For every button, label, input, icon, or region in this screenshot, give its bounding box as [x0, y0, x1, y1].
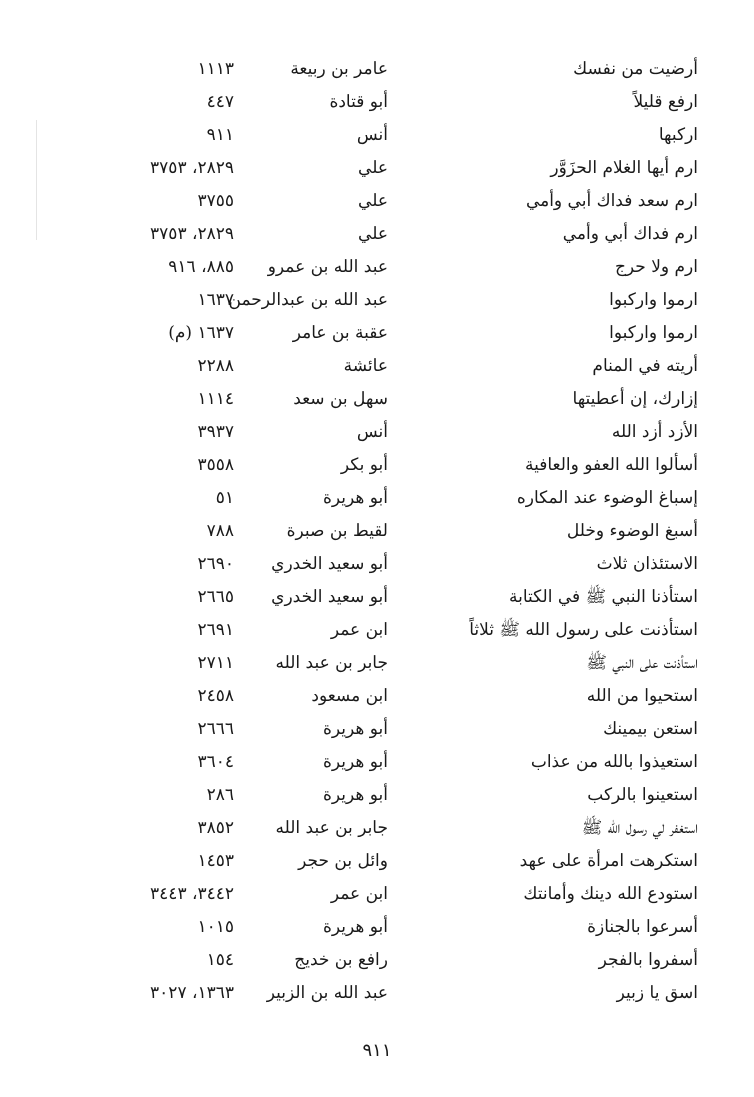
- narrator-name: أبو بكر: [340, 455, 388, 475]
- hadith-text: أسألوا الله العفو والعافية: [524, 455, 698, 475]
- index-row: [0, 647, 754, 680]
- index-row: [0, 350, 754, 383]
- hadith-reference-number: ٢٦٦٦: [197, 719, 234, 739]
- narrator-name: رافع بن خديج: [294, 950, 388, 970]
- hadith-reference-number: ٥١: [215, 488, 234, 508]
- hadith-reference-number: ١٥٤: [206, 950, 234, 970]
- hadith-text: استعينوا بالركب: [587, 785, 698, 805]
- hadith-text: استودع الله دينك وأمانتك: [523, 884, 698, 904]
- index-row: [0, 746, 754, 779]
- hadith-reference-number: ٢٦٩١: [197, 620, 234, 640]
- hadith-index-list: [0, 53, 754, 1010]
- hadith-text: ارم أيها الغلام الحزَوَّر: [550, 158, 698, 178]
- index-row: [0, 680, 754, 713]
- index-row: [0, 845, 754, 878]
- hadith-text: استعن بيمينك: [603, 719, 698, 739]
- index-row: [0, 185, 754, 218]
- index-row: [0, 581, 754, 614]
- index-row: [0, 449, 754, 482]
- hadith-text: استكرهت امرأة على عهد: [519, 851, 698, 871]
- hadith-text: ارموا واركبوا: [609, 290, 698, 310]
- hadith-reference-number: ٢٨٦: [206, 785, 234, 805]
- hadith-text: الأزد أزد الله: [611, 422, 698, 442]
- page-number: ٩١١: [362, 1040, 392, 1061]
- index-row: [0, 383, 754, 416]
- index-row: [0, 977, 754, 1010]
- hadith-reference-number: ٩١١: [206, 125, 234, 145]
- hadith-text: اسق يا زبير: [616, 983, 698, 1003]
- hadith-text: أسبغ الوضوء وخلل: [566, 521, 698, 541]
- index-row: [0, 515, 754, 548]
- narrator-name: أبو هريرة: [322, 719, 388, 739]
- narrator-name: سهل بن سعد: [293, 389, 388, 409]
- hadith-text: استأذنت على رسول الله ﷺ ثلاثاً: [469, 620, 698, 640]
- narrator-name: علي: [358, 224, 388, 244]
- narrator-name: عبد الله بن عبدالرحمن: [228, 290, 388, 310]
- index-row: [0, 911, 754, 944]
- index-row: [0, 53, 754, 86]
- hadith-text: استعيذوا بالله من عذاب: [530, 752, 698, 772]
- narrator-name: أبو سعيد الخدري: [271, 554, 388, 574]
- hadith-reference-number: ٣٤٤٢، ٣٤٤٣: [150, 884, 234, 904]
- index-row: [0, 482, 754, 515]
- hadith-reference-number: ١٦٣٧: [197, 290, 234, 310]
- hadith-reference-number: ٣٨٥٢: [197, 818, 234, 838]
- hadith-reference-number: ٨٨٥، ٩١٦: [168, 257, 234, 277]
- hadith-reference-number: ١٤٥٣: [197, 851, 234, 871]
- index-row: [0, 812, 754, 845]
- narrator-name: أبو هريرة: [322, 785, 388, 805]
- index-row: [0, 284, 754, 317]
- hadith-reference-number: ١٣٦٣، ٣٠٢٧: [150, 983, 234, 1003]
- hadith-text: استغفر لي رسول الله ﷺ: [581, 818, 698, 838]
- hadith-text: استأذنت على النبي ﷺ: [586, 653, 698, 673]
- narrator-name: عامر بن ربيعة: [290, 59, 388, 79]
- index-row: [0, 878, 754, 911]
- hadith-text: ارم فداك أبي وأمي: [562, 224, 698, 244]
- index-row: [0, 152, 754, 185]
- hadith-reference-number: ١١١٣: [197, 59, 234, 79]
- hadith-text: استحيوا من الله: [586, 686, 698, 706]
- narrator-name: أنس: [356, 422, 388, 442]
- index-row: [0, 317, 754, 350]
- narrator-name: جابر بن عبد الله: [275, 818, 388, 838]
- narrator-name: أنس: [356, 125, 388, 145]
- hadith-reference-number: ١٦٣٧ (م): [168, 323, 234, 343]
- narrator-name: عبد الله بن الزبير: [266, 983, 388, 1003]
- hadith-reference-number: ٣٦٠٤: [197, 752, 234, 772]
- narrator-name: جابر بن عبد الله: [275, 653, 388, 673]
- hadith-text: ارم سعد فداك أبي وأمي: [525, 191, 698, 211]
- narrator-name: أبو هريرة: [322, 488, 388, 508]
- narrator-name: وائل بن حجر: [298, 851, 388, 871]
- hadith-reference-number: ٢٢٨٨: [197, 356, 234, 376]
- narrator-name: أبو سعيد الخدري: [271, 587, 388, 607]
- hadith-text: أرضيت من نفسك: [573, 59, 698, 79]
- narrator-name: لقيط بن صبرة: [286, 521, 388, 541]
- hadith-text: ارفع قليلاً: [633, 92, 698, 112]
- narrator-name: أبو هريرة: [322, 917, 388, 937]
- hadith-reference-number: ٢٦٩٠: [197, 554, 234, 574]
- index-row: [0, 218, 754, 251]
- hadith-reference-number: ٢٦٦٥: [197, 587, 234, 607]
- hadith-reference-number: ١٠١٥: [197, 917, 234, 937]
- hadith-reference-number: ١١١٤: [197, 389, 234, 409]
- narrator-name: علي: [358, 191, 388, 211]
- index-row: [0, 944, 754, 977]
- hadith-reference-number: ٢٤٥٨: [197, 686, 234, 706]
- index-row: [0, 548, 754, 581]
- hadith-text: أريته في المنام: [592, 356, 698, 376]
- hadith-text: ارموا واركبوا: [609, 323, 698, 343]
- index-row: [0, 713, 754, 746]
- hadith-reference-number: ٢٨٢٩، ٣٧٥٣: [150, 158, 234, 178]
- narrator-name: أبو قتادة: [329, 92, 388, 112]
- hadith-text: استأذنا النبي ﷺ في الكتابة: [509, 587, 698, 607]
- hadith-text: الاستئذان ثلاث: [596, 554, 698, 574]
- hadith-reference-number: ٣٩٣٧: [197, 422, 234, 442]
- hadith-text: اركبها: [658, 125, 698, 145]
- hadith-text: إزارك، إن أعطيتها: [572, 389, 698, 409]
- narrator-name: ابن عمر: [330, 884, 388, 904]
- index-row: [0, 779, 754, 812]
- hadith-reference-number: ٢٧١١: [197, 653, 234, 673]
- narrator-name: ابن مسعود: [311, 686, 388, 706]
- hadith-reference-number: ٢٨٢٩، ٣٧٥٣: [150, 224, 234, 244]
- narrator-name: أبو هريرة: [322, 752, 388, 772]
- hadith-text: أسفروا بالفجر: [598, 950, 698, 970]
- hadith-text: إسباغ الوضوء عند المكاره: [516, 488, 698, 508]
- index-row: [0, 251, 754, 284]
- index-row: [0, 614, 754, 647]
- narrator-name: عبد الله بن عمرو: [267, 257, 388, 277]
- hadith-reference-number: ٣٥٥٨: [197, 455, 234, 475]
- narrator-name: عائشة: [343, 356, 388, 376]
- narrator-name: عقبة بن عامر: [292, 323, 388, 343]
- hadith-text: ارم ولا حرج: [614, 257, 698, 277]
- index-row: [0, 86, 754, 119]
- hadith-reference-number: ٧٨٨: [206, 521, 234, 541]
- hadith-text: أسرعوا بالجنازة: [587, 917, 698, 937]
- index-row: [0, 119, 754, 152]
- narrator-name: علي: [358, 158, 388, 178]
- narrator-name: ابن عمر: [330, 620, 388, 640]
- index-row: [0, 416, 754, 449]
- hadith-reference-number: ٣٧٥٥: [197, 191, 234, 211]
- hadith-reference-number: ٤٤٧: [206, 92, 234, 112]
